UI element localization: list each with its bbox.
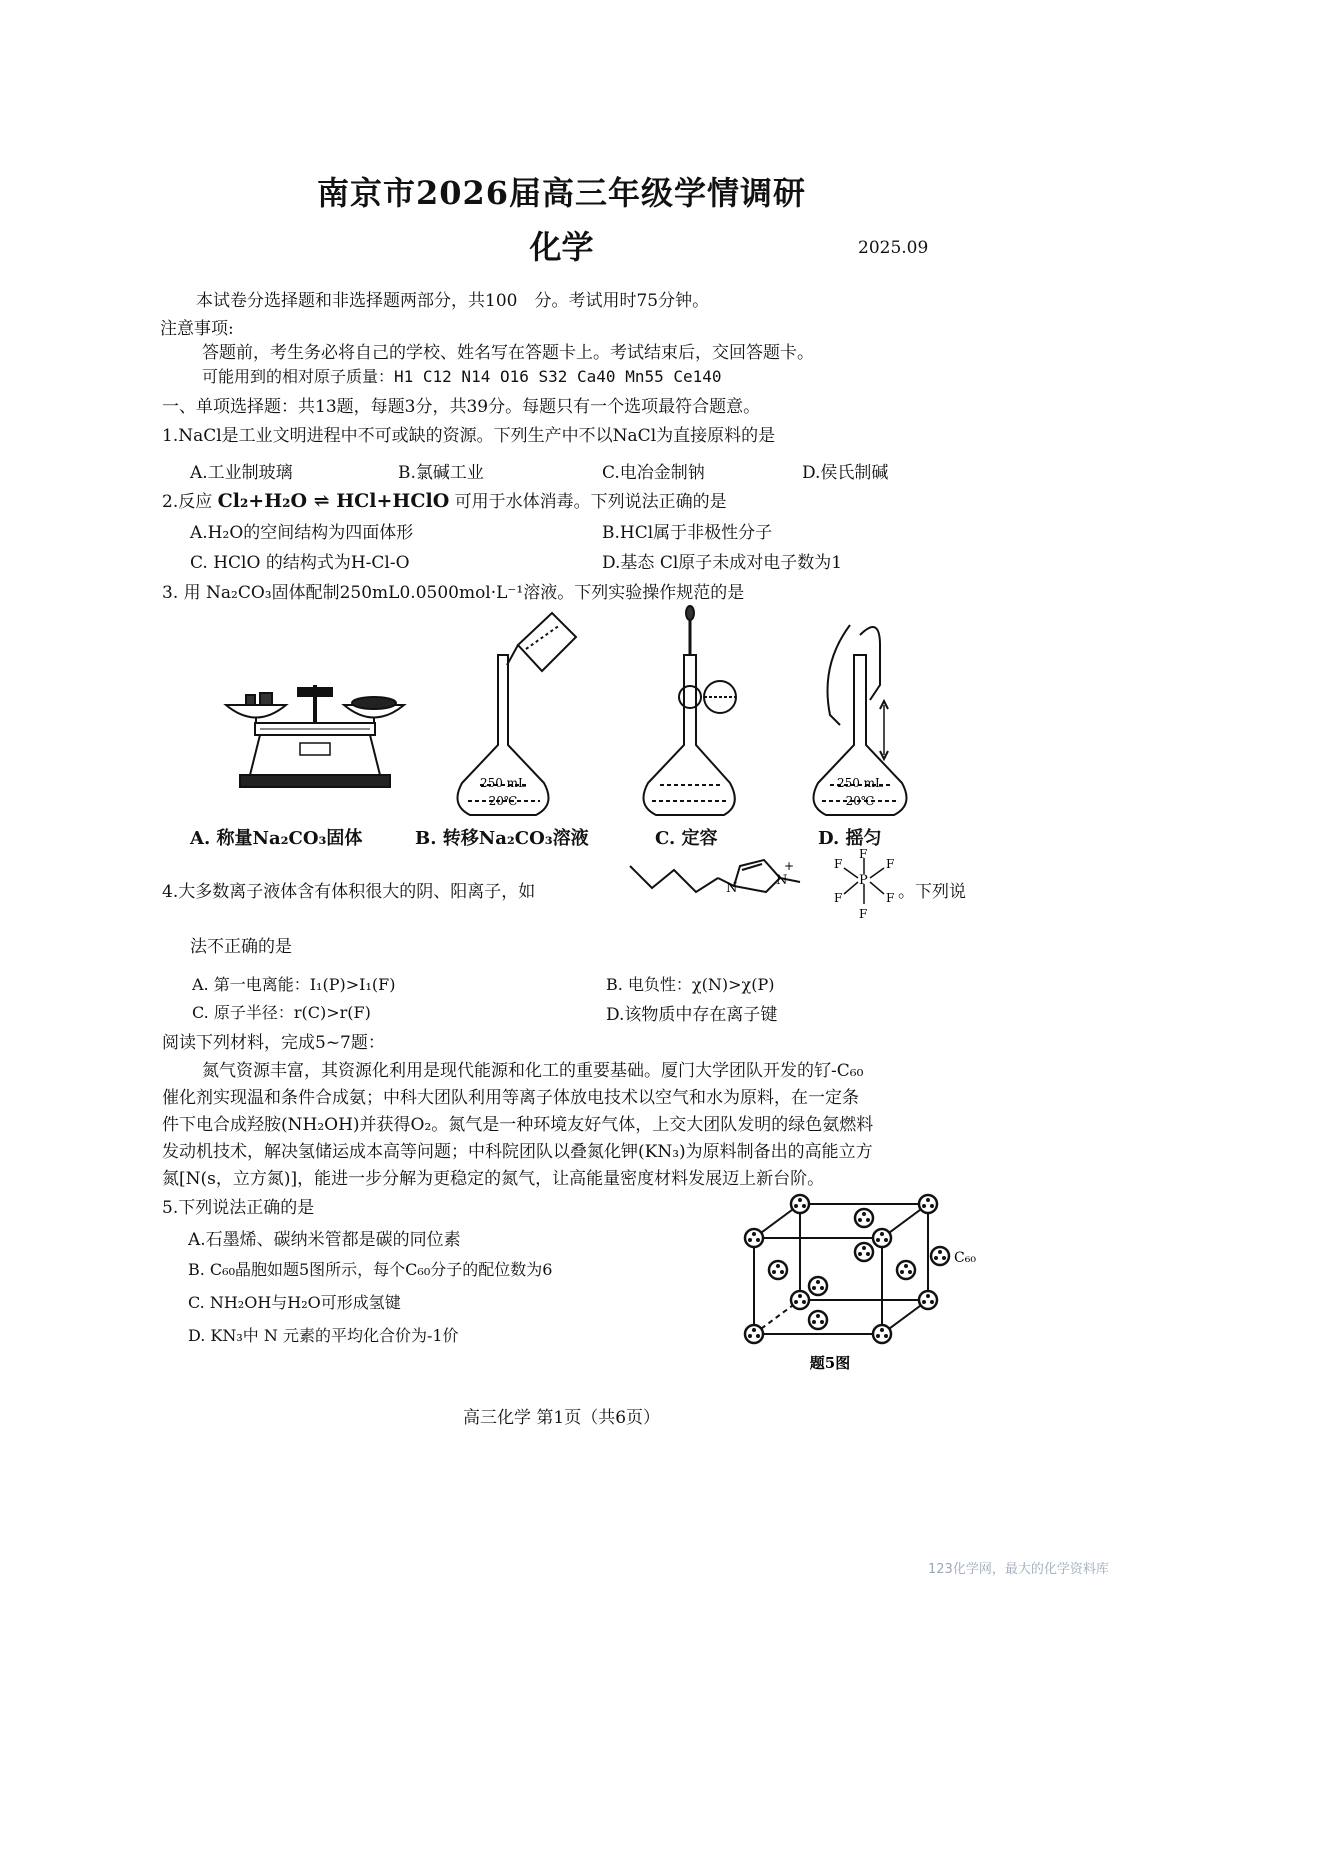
- c60-molecule: [855, 1243, 873, 1261]
- notice-item: 答题前，考生务必将自己的学校、姓名写在答题卡上。考试结束后，交回答题卡。: [202, 343, 814, 363]
- anion-f-top: F: [859, 848, 868, 861]
- c60-molecule: [873, 1229, 891, 1247]
- q2-option-b: B.HCl属于非极性分子: [602, 523, 773, 543]
- cation-charge: +: [784, 859, 795, 873]
- c60-molecule: [769, 1261, 787, 1279]
- q4-stem-continued: 法不正确的是: [190, 937, 292, 957]
- c60-molecule: [919, 1195, 937, 1213]
- q5-stem: 5.下列说法正确的是: [162, 1198, 315, 1218]
- anion-f-lower-left: F: [834, 891, 843, 905]
- q4-stem-end: 。下列说: [898, 882, 966, 902]
- q2-option-d: D.基态 Cl原子未成对电子数为1: [602, 553, 843, 573]
- q2-suffix: 可用于水体消毒。下列说法正确的是: [454, 492, 727, 512]
- q3-apparatus-figure: [180, 605, 980, 855]
- c60-molecule: [873, 1325, 891, 1343]
- c60-molecule: [855, 1209, 873, 1227]
- site-watermark: 123化学网，最大的化学资料库: [928, 1562, 1109, 1577]
- anion-f-upper-right: F: [886, 857, 895, 871]
- c60-molecule: [791, 1195, 809, 1213]
- c60-molecule: [809, 1311, 827, 1329]
- imidazole-n3: N: [776, 873, 788, 888]
- ionic-liquid-structure: [622, 848, 922, 930]
- atomic-mass-line: 可能用到的相对原子质量：H1 C12 N14 O16 S32 Ca40 Mn55 Ce140: [202, 367, 722, 386]
- flask-d-temp: 20℃: [845, 794, 875, 808]
- q4-option-d: D.该物质中存在离子键: [606, 1005, 778, 1025]
- reading-line-3: 件下电合成羟胺(NH₂OH)并获得O₂。氮气是一种环境友好气体，上交大团队发明的绿色氨燃料: [162, 1115, 874, 1135]
- q5-option-b: B. C₆₀晶胞如题5图所示，每个C₆₀分子的配位数为6: [188, 1260, 553, 1279]
- notice-label: 注意事项:: [160, 319, 234, 339]
- anion-f-upper-left: F: [834, 857, 843, 871]
- flask-b-temp: 20℃: [488, 794, 518, 808]
- c60-molecule: [745, 1325, 763, 1343]
- q5-option-d: D. KN₃中 N 元素的平均化合价为-1价: [188, 1326, 459, 1345]
- c60-molecule: [745, 1229, 763, 1247]
- intro-line: 本试卷分选择题和非选择题两部分，共100 分。考试用时75分钟。: [196, 291, 710, 311]
- page-footer: 高三化学 第1页（共6页）: [462, 1408, 661, 1428]
- c60-molecule: [919, 1291, 937, 1309]
- c60-molecule: [791, 1291, 809, 1309]
- q3-option-b: B. 转移Na₂CO₃溶液: [415, 828, 589, 849]
- q1-option-c: C.电冶金制钠: [602, 463, 705, 483]
- section-heading: 一、单项选择题：共13题，每题3分，共39分。每题只有一个选项最符合题意。: [162, 397, 761, 417]
- q2-equation: Cl₂+H₂O ⇌ HCl+HClO: [217, 490, 450, 512]
- q3-option-c: C. 定容: [655, 828, 718, 849]
- reading-line-5: 氮[N(s，立方氮)]，能进一步分解为更稳定的氮气，让高能量密度材料发展迈上新台阶。: [162, 1169, 825, 1189]
- q5-option-a: A.石墨烯、碳纳米管都是碳的同位素: [188, 1230, 461, 1250]
- reading-intro: 阅读下列材料，完成5~7题：: [162, 1033, 385, 1053]
- subject-title: 化学: [529, 228, 594, 266]
- q4-option-c: C. 原子半径：r(C)>r(F): [192, 1003, 371, 1022]
- q2-prefix: 2.反应: [162, 492, 213, 512]
- c60-molecule: [809, 1277, 827, 1295]
- q2-stem: [162, 487, 727, 512]
- q3-option-a: A. 称量Na₂CO₃固体: [190, 828, 363, 849]
- reading-line-4: 发动机技术，解决氢储运成本高等问题；中科院团队以叠氮化钾(KN₃)为原料制备出的高能立方: [162, 1142, 873, 1162]
- flask-d-volume: 250 mL: [836, 776, 884, 790]
- c60-legend-icon: [931, 1247, 949, 1265]
- q4-option-a: A. 第一电离能：I₁(P)>I₁(F): [192, 975, 396, 994]
- q4-stem: 4.大多数离子液体含有体积很大的阴、阳离子，如: [162, 882, 536, 902]
- q5-option-c: C. NH₂OH与H₂O可形成氢键: [188, 1293, 401, 1312]
- reading-line-1: 氮气资源丰富，其资源化利用是现代能源和化工的重要基础。厦门大学团队开发的钌-C₆₀: [202, 1061, 864, 1081]
- exam-date: 2025.09: [858, 238, 929, 258]
- q1-stem: 1.NaCl是工业文明进程中不可或缺的资源。下列生产中不以NaCl为直接原料的是: [162, 426, 776, 446]
- c60-unit-cell-figure: [738, 1188, 978, 1380]
- anion-f-bottom: F: [859, 907, 868, 921]
- reading-line-2: 催化剂实现温和条件合成氨；中科大团队利用等离子体放电技术以空气和水为原料，在一定条: [162, 1088, 859, 1108]
- anion-p: P: [859, 873, 868, 888]
- imidazole-n1: N: [726, 881, 738, 896]
- c60-molecule: [897, 1261, 915, 1279]
- balance-illustration: [226, 685, 404, 787]
- flask-b-volume: 250 mL: [479, 776, 527, 790]
- q3-option-d: D. 摇匀: [818, 828, 882, 849]
- c60-legend-label: C₆₀: [954, 1250, 976, 1266]
- volumetric-flask-dropper: [644, 606, 737, 815]
- q2-option-c: C. HClO 的结构式为H-Cl-O: [190, 553, 410, 573]
- q1-option-d: D.侯氏制碱: [802, 463, 889, 483]
- q1-option-a: A.工业制玻璃: [190, 463, 293, 483]
- q4-option-b: B. 电负性：χ(N)>χ(P): [606, 975, 775, 994]
- figure-5-caption: 题5图: [809, 1354, 851, 1372]
- q3-stem: 3. 用 Na₂CO₃固体配制250mL0.0500mol·L⁻¹溶液。下列实验操作规范的是: [162, 583, 745, 603]
- exam-title: 南京市2026届高三年级学情调研: [316, 174, 807, 212]
- q2-option-a: A.H₂O的空间结构为四面体形: [190, 523, 414, 543]
- anion-f-lower-right: F: [886, 891, 895, 905]
- q1-option-b: B.氯碱工业: [398, 463, 484, 483]
